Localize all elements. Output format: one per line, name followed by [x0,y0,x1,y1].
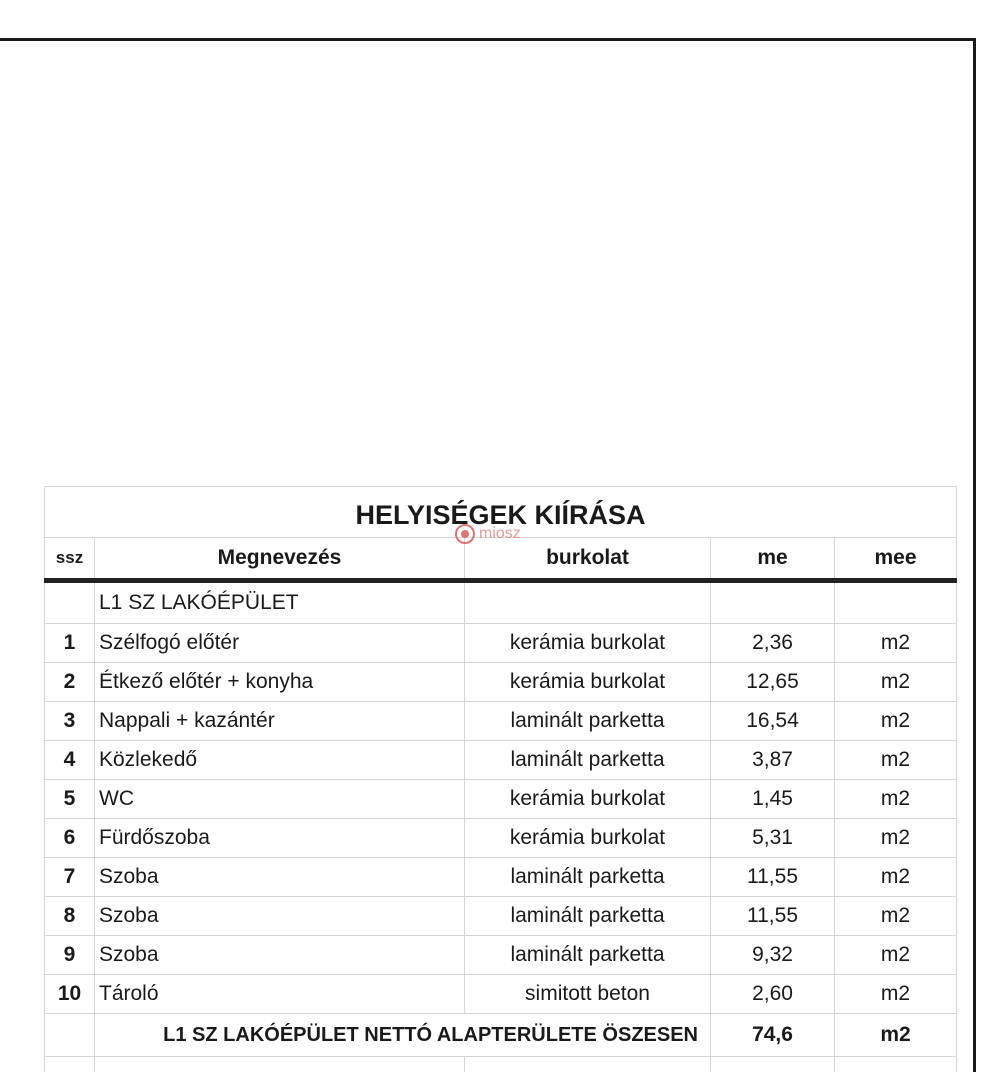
row-mee: m2 [835,936,957,975]
row-name: Szoba [95,897,465,936]
row-ssz: 1 [45,624,95,663]
row-ssz: 7 [45,858,95,897]
row-mee: m2 [835,702,957,741]
row-burkolat: laminált parketta [465,741,711,780]
header-name: Megnevezés [95,538,465,581]
row-ssz: 6 [45,819,95,858]
header-ssz: ssz [45,538,95,581]
header-mee: mee [835,538,957,581]
table-row [45,897,957,936]
empty-row [45,1057,957,1072]
table-row [45,819,957,858]
total-me: 74,6 [711,1014,835,1057]
row-ssz: 3 [45,702,95,741]
row-mee: m2 [835,624,957,663]
table-row [45,975,957,1014]
section-ssz-cell [45,581,95,624]
empty-cell [835,1057,957,1072]
row-me: 9,32 [711,936,835,975]
row-mee: m2 [835,975,957,1014]
section-me-cell [711,581,835,624]
header-me: me [711,538,835,581]
row-me: 1,45 [711,780,835,819]
row-mee: m2 [835,819,957,858]
section-row [45,581,957,624]
table-row [45,702,957,741]
total-mee: m2 [835,1014,957,1057]
row-burkolat: kerámia burkolat [465,624,711,663]
row-burkolat: laminált parketta [465,936,711,975]
row-me: 5,31 [711,819,835,858]
table-row [45,624,957,663]
row-burkolat: kerámia burkolat [465,819,711,858]
row-mee: m2 [835,741,957,780]
row-burkolat: simitott beton [465,975,711,1014]
row-name: Tároló [95,975,465,1014]
row-burkolat: laminált parketta [465,897,711,936]
row-ssz: 10 [45,975,95,1014]
table-title: HELYISÉGEK KIÍRÁSA [45,487,957,538]
row-name: Nappali + kazántér [95,702,465,741]
empty-cell [95,1057,465,1072]
row-name: WC [95,780,465,819]
row-ssz: 2 [45,663,95,702]
row-mee: m2 [835,897,957,936]
room-schedule-table [44,486,957,1072]
row-name: Szoba [95,936,465,975]
empty-cell [465,1057,711,1072]
total-label: L1 SZ LAKÓÉPÜLET NETTÓ ALAPTERÜLETE ÖSZESEN [95,1014,711,1057]
row-burkolat: kerámia burkolat [465,780,711,819]
table-row [45,663,957,702]
watermark-text: miosz [479,525,521,542]
room-schedule-sheet [44,486,956,1072]
row-mee: m2 [835,663,957,702]
row-name: Fürdőszoba [95,819,465,858]
row-me: 2,36 [711,624,835,663]
empty-cell [711,1057,835,1072]
section-burkolat-cell [465,581,711,624]
section-mee-cell [835,581,957,624]
section-label: L1 SZ LAKÓÉPÜLET [95,581,465,624]
table-row [45,858,957,897]
miosz-logo-icon [455,524,475,544]
row-name: Szoba [95,858,465,897]
row-ssz: 9 [45,936,95,975]
total-ssz-cell [45,1014,95,1057]
row-mee: m2 [835,858,957,897]
row-me: 11,55 [711,897,835,936]
row-name: Közlekedő [95,741,465,780]
row-name: Étkező előtér + konyha [95,663,465,702]
table-row [45,741,957,780]
row-burkolat: laminált parketta [465,702,711,741]
row-mee: m2 [835,780,957,819]
total-row [45,1014,957,1057]
row-ssz: 8 [45,897,95,936]
table-row [45,780,957,819]
row-me: 12,65 [711,663,835,702]
row-ssz: 4 [45,741,95,780]
row-ssz: 5 [45,780,95,819]
watermark [455,524,521,544]
table-row [45,936,957,975]
row-burkolat: kerámia burkolat [465,663,711,702]
row-me: 16,54 [711,702,835,741]
row-me: 2,60 [711,975,835,1014]
row-me: 11,55 [711,858,835,897]
row-name: Szélfogó előtér [95,624,465,663]
empty-cell [45,1057,95,1072]
row-burkolat: laminált parketta [465,858,711,897]
header-burkolat: burkolat [465,538,711,581]
row-me: 3,87 [711,741,835,780]
